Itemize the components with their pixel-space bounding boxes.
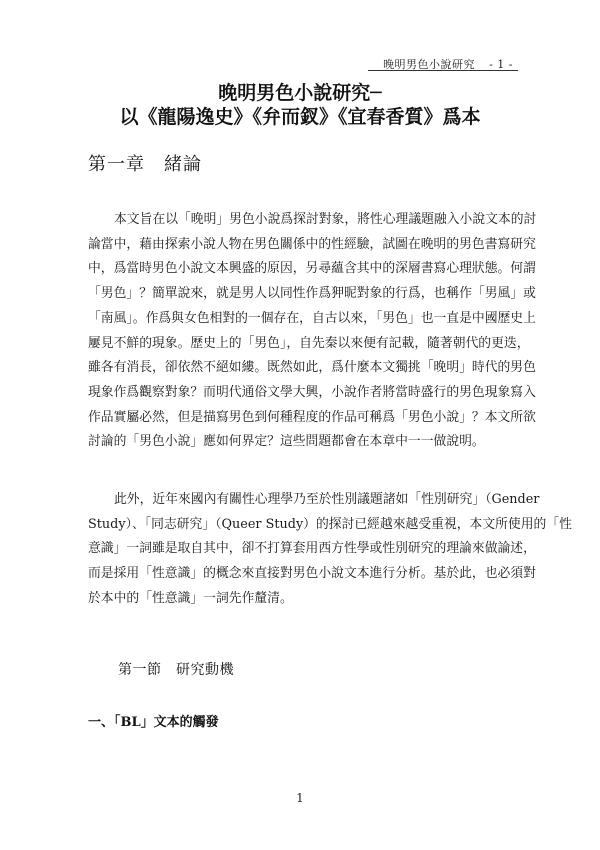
running-header-page: - 1 -	[489, 58, 513, 71]
paragraph-line: 屢見不鮮的現象。歷史上的「男色」，自先秦以來便有記載，隨著朝代的更迭，	[88, 335, 530, 351]
paragraph-line: 「南風」。作爲與女色相對的一個存在，自古以來，「男色」也一直是中國歷史上	[88, 310, 536, 326]
subsection-heading: 一、「BL」文本的觸發	[88, 715, 219, 730]
section-heading: 第一節 研究動機	[118, 662, 234, 678]
page-number: 1	[296, 791, 304, 805]
paragraph-line: 論當中，藉由探索小說人物在男色關係中的性經驗，試圖在晚明的男色書寫研究	[88, 236, 536, 252]
paragraph-line: 雖各有消長，卻依然不絕如縷。既然如此，爲什麼本文獨挑「晚明」時代的男色	[88, 360, 536, 376]
paragraph-line: 於本中的「性意識」一詞先作釐清。	[88, 590, 293, 606]
paragraph-line: 而是採用「性意識」的概念來直接對男色小說文本進行分析。基於此，也必須對	[88, 566, 536, 582]
paragraph-line: Study）、「同志研究」（Queer Study）的探討已經越來越受重視，本文所使用的「性	[88, 516, 572, 532]
paragraph-line: 此外，近年來國內有關性心理學乃至於性別議題諸如「性別研究」（Gender	[114, 492, 540, 507]
paragraph-line: 本文旨在以「晚明」男色小說爲探討對象，將性心理議題融入小說文本的討	[114, 212, 537, 227]
paragraph-line: 現象作爲觀察對象？而明代通俗文學大興，小說作者將當時盛行的男色現象寫入	[88, 384, 536, 400]
paragraph-line: 討論的「男色小說」應如何界定？這些問題都會在本章中一一做說明。	[88, 434, 485, 450]
running-header-title: 晚明男色小說研究	[383, 58, 476, 71]
document-title-line-1: 晚明男色小說研究─	[218, 82, 382, 104]
paragraph-1	[88, 208, 537, 455]
paragraph-line: 中，爲當時男色小說文本興盛的原因，另尋蘊含其中的深層書寫心理狀態。何謂	[88, 261, 536, 277]
chapter-heading: 第一章 緒論	[88, 154, 202, 175]
document-title-line-2: 以《龍陽逸史》《弁而釵》《宜春香質》爲本	[119, 106, 481, 128]
paragraph-2	[88, 488, 572, 612]
paragraph-line: 作品實屬必然，但是描寫男色到何種程度的作品可稱爲「男色小說」？本文所欲	[88, 409, 536, 425]
paragraph-line: 「男色」？簡單說來，就是男人以同性作爲狎昵對象的行爲，也稱作「男風」或	[88, 286, 536, 302]
header-rule	[368, 70, 518, 71]
paragraph-line: 意識」一詞雖是取自其中，卻不打算套用西方性學或性別研究的理論來做論述，	[88, 541, 536, 557]
